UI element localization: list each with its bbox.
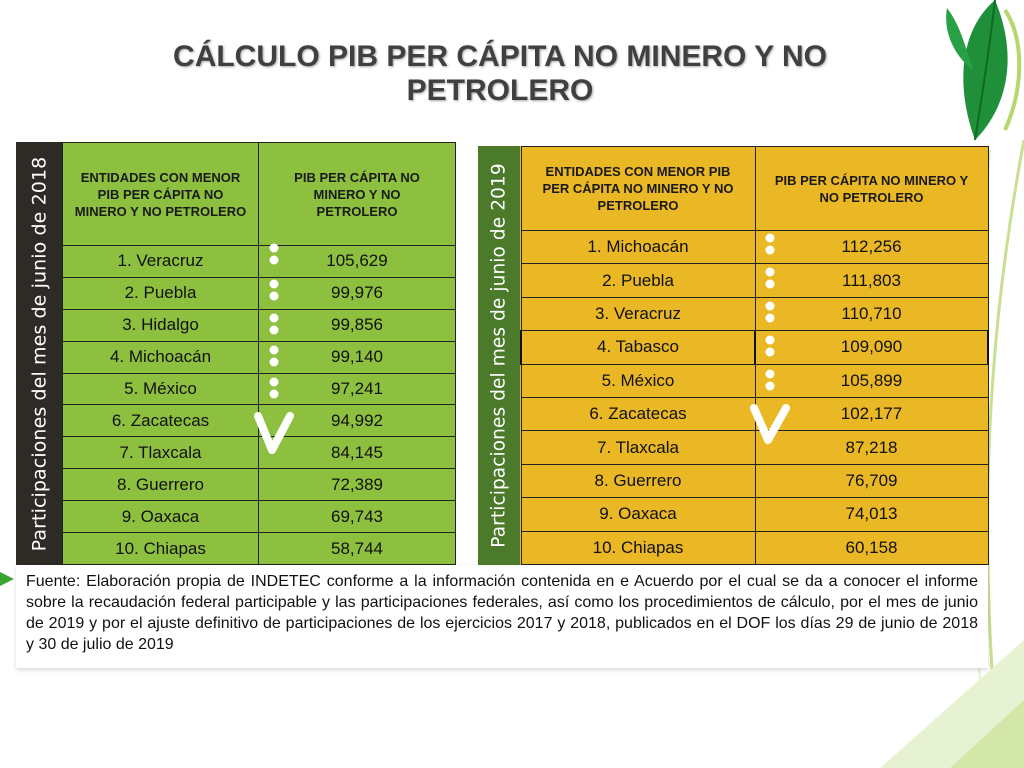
table-row: [63, 277, 456, 309]
header-entities: ENTIDADES CON MENOR PIB PER CÁPITA NO MINERO Y NO PETROLERO: [63, 143, 259, 246]
page-title: CÁLCULO PIB PER CÁPITA NO MINERO Y NO PETROLERO: [173, 40, 827, 107]
table-row: [63, 405, 456, 437]
value-cell: 87,218: [755, 431, 988, 464]
side-label-2019-text: Participaciones del mes de junio de 2019: [488, 163, 510, 548]
entity-cell: 5. México: [63, 373, 259, 405]
table-row: [521, 431, 988, 464]
value-cell: 76,709: [755, 464, 988, 497]
entity-cell: 10. Chiapas: [521, 531, 755, 564]
table-2018: [62, 142, 456, 565]
table-row: [521, 264, 988, 297]
table-row: [63, 533, 456, 565]
header-pib: PIB PER CÁPITA NO MINERO Y NO PETROLERO: [755, 147, 988, 231]
header-entities: ENTIDADES CON MENOR PIB PER CÁPITA NO MINERO Y NO PETROLERO: [521, 147, 755, 231]
table-row: [521, 297, 988, 330]
table-row: [521, 231, 988, 264]
side-label-2019: [478, 146, 520, 565]
table-row: [63, 341, 456, 373]
value-cell: 111,803: [755, 264, 988, 297]
value-cell: 94,992: [259, 405, 456, 437]
source-note: Fuente: Elaboración propia de INDETEC conforme a la información contenida en e Acuerdo por el cual se da a conocer el informe sobre la recaudación federal participable y las participaciones federales, así como los procedimientos de cálculo, por el mes de junio de 2019 y por el ajuste definitivo de participaciones de los ejercicios 2017 y 2018, publicados en el DOF los días 29 de junio de 2018 y 30 de julio de 2019: [16, 565, 988, 668]
entity-cell: 7. Tlaxcala: [521, 431, 755, 464]
value-cell: 105,629: [259, 246, 456, 278]
entity-cell: 1. Michoacán: [521, 231, 755, 264]
table-row: [63, 309, 456, 341]
header-pib: PIB PER CÁPITA NO MINERO Y NO PETROLERO: [259, 143, 456, 246]
table-row: [521, 498, 988, 531]
value-cell: 109,090: [755, 331, 988, 364]
table-2019: [520, 146, 989, 565]
corner-decoration-2: [950, 700, 1024, 768]
table-row: [521, 531, 988, 564]
entity-cell: 6. Zacatecas: [521, 397, 755, 430]
table-row: [63, 246, 456, 278]
entity-cell: 3. Hidalgo: [63, 309, 259, 341]
value-cell: 112,256: [755, 231, 988, 264]
value-cell: 69,743: [259, 501, 456, 533]
entity-cell: 8. Guerrero: [521, 464, 755, 497]
value-cell: 97,241: [259, 373, 456, 405]
entity-cell: 6. Zacatecas: [63, 405, 259, 437]
value-cell: 60,158: [755, 531, 988, 564]
table-row: [63, 501, 456, 533]
value-cell: 102,177: [755, 397, 988, 430]
entity-cell: 3. Veracruz: [521, 297, 755, 330]
value-cell: 99,976: [259, 277, 456, 309]
table-row: [63, 373, 456, 405]
side-label-2018: [16, 142, 62, 565]
slide-border-curve: [988, 140, 1024, 768]
value-cell: 99,856: [259, 309, 456, 341]
entity-cell: 10. Chiapas: [63, 533, 259, 565]
table-row: [521, 464, 988, 497]
table-row: [521, 331, 988, 364]
table-row: [521, 397, 988, 430]
value-cell: 72,389: [259, 469, 456, 501]
table-row: [63, 437, 456, 469]
entity-cell: 1. Veracruz: [63, 246, 259, 278]
table-row: [521, 364, 988, 397]
value-cell: 110,710: [755, 297, 988, 330]
value-cell: 99,140: [259, 341, 456, 373]
entity-cell: 4. Tabasco: [521, 331, 755, 364]
table-header-row: [521, 147, 988, 231]
value-cell: 84,145: [259, 437, 456, 469]
entity-cell: 2. Puebla: [63, 277, 259, 309]
entity-cell: 5. México: [521, 364, 755, 397]
arrow-right-icon: [0, 572, 16, 586]
value-cell: 58,744: [259, 533, 456, 565]
entity-cell: 8. Guerrero: [63, 469, 259, 501]
entity-cell: 9. Oaxaca: [521, 498, 755, 531]
entity-cell: 9. Oaxaca: [63, 501, 259, 533]
table-row: [63, 469, 456, 501]
leaf-logo: [935, 0, 1024, 145]
value-cell: 74,013: [755, 498, 988, 531]
entity-cell: 4. Michoacán: [63, 341, 259, 373]
entity-cell: 7. Tlaxcala: [63, 437, 259, 469]
table-header-row: [63, 143, 456, 246]
value-cell: 105,899: [755, 364, 988, 397]
entity-cell: 2. Puebla: [521, 264, 755, 297]
side-label-2018-text: Participaciones del mes de junio de 2018: [28, 156, 50, 551]
